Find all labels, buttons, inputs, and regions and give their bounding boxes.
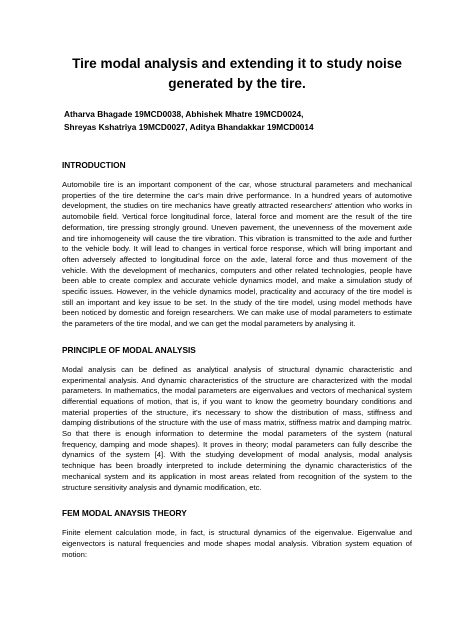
author-line: Shreyas Kshatriya 19MCD0027, Aditya Bhandakkar 19MCD0014 xyxy=(64,122,314,132)
section-principle-of-modal-analysis xyxy=(62,345,412,493)
section-paragraph: Automobile tire is an important component of the car, whose structural parameters and mechanical properties of the tire determine the car's main drive performance. In a hundred years of automotive development, the studies on tire mechanics have greatly attracted researchers' attention who works in automobile field. Vertical force longitudinal force, lateral force and moment are the result of the tire deformation, tire pressing strongly ground. Uneven pavement, the unevenness of the movement axle and tire inhomogeneity will cause the tire vibration. This vibration is transmitted to the axle and further to the vehicle body. It will lead to changes in vertical force response, which will bring important and often adversely affected to longitudinal force on the axle, lateral force and thus movement of the vehicle. With the development of mechanics, computers and other related technologies, people have been able to create complex and accurate vehicle dynamics model, and make a simulation study of specific issues. However, in the vehicle dynamics model, practicality and accuracy of the tire model is still an important and key issue to be set. In the study of the tire model, using model methods have been noticed by domestic and foreign researchers. We can make use of modal parameters to estimate the parameters of the tire modal, and we can get the modal parameters by analysing it. xyxy=(62,180,412,329)
section-paragraph: Finite element calculation mode, in fact, is structural dynamics of the eigenvalue. Eigenvalue and eigenvectors is natural frequencies and mode shapes modal analysis. Vibration system equation of motion: xyxy=(62,528,412,559)
author-line: Atharva Bhagade 19MCD0038, Abhishek Mhatre 19MCD0024, xyxy=(64,109,304,119)
author-list xyxy=(64,108,412,134)
section-fem-modal-analysis-theory xyxy=(62,508,412,560)
section-heading: INTRODUCTION xyxy=(62,160,126,170)
section-heading: FEM MODAL ANAYSIS THEORY xyxy=(62,508,187,519)
section-heading: PRINCIPLE OF MODAL ANALYSIS xyxy=(62,344,196,355)
section-introduction xyxy=(62,160,412,330)
paper-title: Tire modal analysis and extending it to study noise generated by the tire. xyxy=(72,56,402,91)
section-paragraph: Modal analysis can be defined as analytical analysis of structural dynamic characteristic and experimental analysis. And dynamic characteristics of the structure are characterized with the modal parameters. In mathematics, the modal parameters are eigenvalues and vectors of mechanical system differential equations of motion, that is, if you want to know the geometry boundary conditions and material properties of the structure, it's necessary to show the distribution of mass, stiffness and damping distributions of the structure with the use of mass matrix, stiffness matrix and damping matrix. So that there is enough information to determine the modal parameters of the system (natural frequency, damping and mode shapes). It proves in theory; modal parameters can fully describe the dynamics of the system [4]. With the studying development of modal analysis, modal analysis technique has been broadly interpreted to include determining the dynamic characteristics of the mechanical system and its application in most areas related from recognition of the system to the structure sensitivity analysis and dynamic modification, etc. xyxy=(62,364,412,492)
